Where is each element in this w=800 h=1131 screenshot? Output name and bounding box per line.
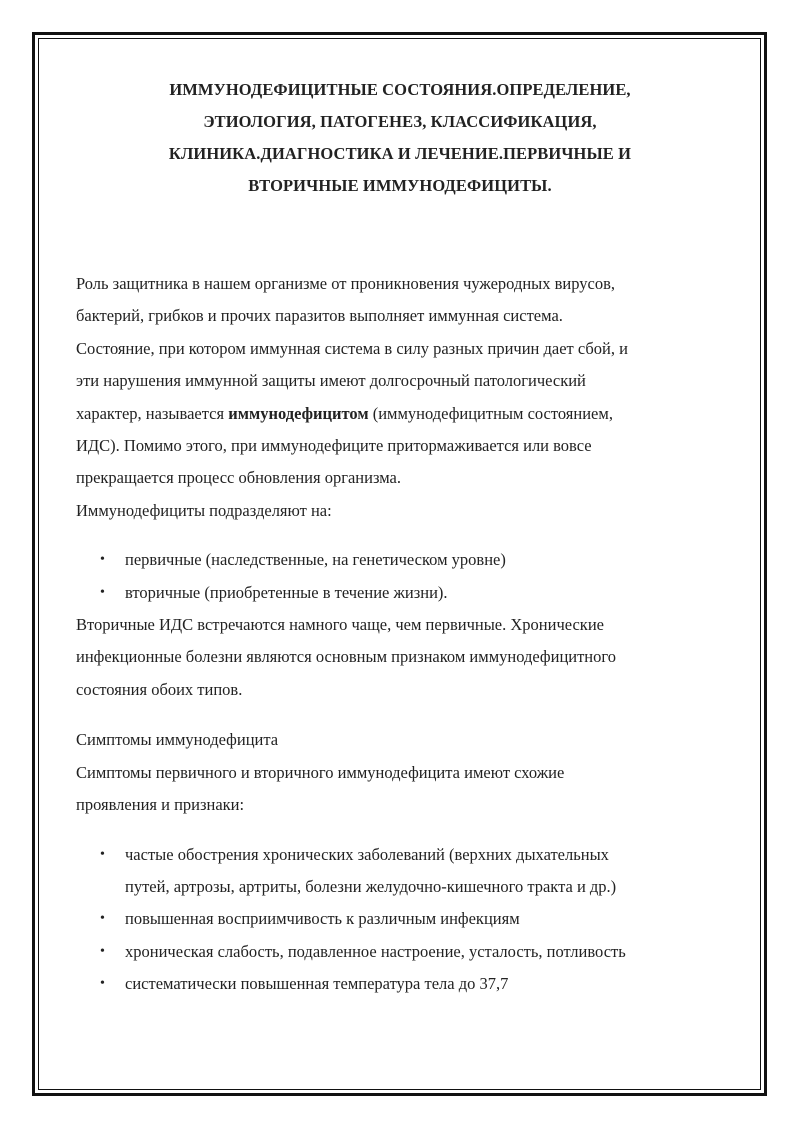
text-line: Симптомы первичного и вторичного иммунодефицита имеют схожие: [76, 762, 565, 782]
spacer: [76, 822, 736, 839]
list-item: [76, 577, 736, 609]
list-item-text: повышенная восприимчивость к различным инфекциям: [125, 909, 520, 929]
secondary-note-paragraph: [76, 609, 736, 706]
text-line: ИДС). Помимо этого, при иммунодефиците притормаживается или вовсе: [76, 436, 592, 456]
list-item-text: первичные (наследственные, на генетическом уровне): [125, 550, 506, 570]
list-item-text: систематически повышенная температура тела до 37,7: [125, 974, 509, 994]
title-line: КЛИНИКА.ДИАГНОСТИКА И ЛЕЧЕНИЕ.ПЕРВИЧНЫЕ И: [168, 144, 632, 163]
bullet-icon: •: [100, 552, 105, 568]
document-body: [76, 268, 736, 1001]
text-line: прекращается процесс обновления организма.: [76, 468, 402, 488]
list-item-text: частые обострения хронических заболеваний (верхних дыхательных: [125, 844, 609, 864]
text-line: Симптомы иммунодефицита: [76, 730, 279, 750]
text-line: Вторичные ИДС встречаются намного чаще, чем первичные. Хронические: [76, 615, 604, 635]
classification-lead: [76, 495, 736, 527]
list-item-text: вторичные (приобретенные в течение жизни).: [125, 582, 448, 602]
document-title: [100, 74, 700, 202]
text-fragment: (иммунодефицитным состоянием,: [368, 403, 613, 423]
bullet-icon: •: [100, 584, 105, 600]
text-line: [76, 398, 736, 430]
bullet-icon: •: [100, 943, 105, 959]
text-line: проявления и признаки:: [76, 795, 245, 815]
text-line: Роль защитника в нашем организме от проникновения чужеродных вирусов,: [76, 274, 616, 293]
text-line: эти нарушения иммунной защиты имеют долгосрочный патологический: [76, 371, 586, 391]
term-immunodeficiency: иммунодефицитом: [228, 403, 369, 423]
text-line: инфекционные болезни являются основным признаком иммунодефицитного: [76, 647, 616, 667]
list-item-text: хроническая слабость, подавленное настроение, усталость, потливость: [125, 941, 626, 961]
list-item: [76, 839, 736, 904]
text-line: Иммунодефициты подразделяют на:: [76, 500, 332, 520]
bullet-icon: •: [100, 976, 105, 992]
spacer: [76, 527, 736, 544]
bullet-icon: •: [100, 846, 105, 862]
classification-list: [76, 544, 736, 609]
text-fragment: характер, называется: [76, 403, 229, 423]
symptoms-lead: [76, 757, 736, 822]
intro-paragraph: [76, 268, 736, 495]
list-item: [76, 903, 736, 935]
title-line: ВТОРИЧНЫЕ ИММУНОДЕФИЦИТЫ.: [248, 176, 552, 195]
list-item-text: путей, артрозы, артриты, болезни желудочно-кишечного тракта и др.): [125, 876, 617, 896]
text-line: Состояние, при котором иммунная система в силу разных причин дает сбой, и: [76, 338, 628, 358]
title-line: ИММУНОДЕФИЦИТНЫЕ СОСТОЯНИЯ.ОПРЕДЕЛЕНИЕ,: [169, 80, 631, 99]
symptoms-heading: [76, 724, 736, 756]
spacer: [76, 706, 736, 724]
symptoms-list: [76, 839, 736, 1001]
text-line: бактерий, грибков и прочих паразитов выполняет иммунная система.: [76, 306, 563, 326]
text-line: состояния обоих типов.: [76, 679, 243, 699]
list-item: [76, 968, 736, 1000]
list-item: [76, 936, 736, 968]
title-line: ЭТИОЛОГИЯ, ПАТОГЕНЕЗ, КЛАССИФИКАЦИЯ,: [203, 112, 597, 131]
bullet-icon: •: [100, 911, 105, 927]
list-item: [76, 544, 736, 576]
